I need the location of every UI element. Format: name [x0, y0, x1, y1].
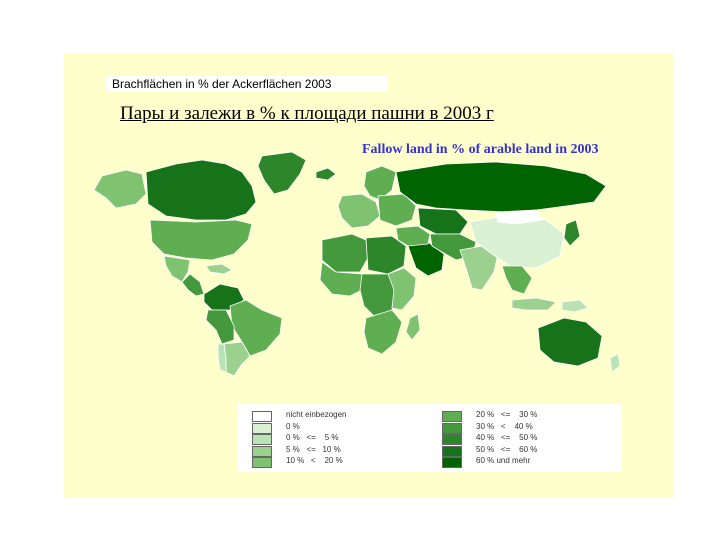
legend-swatch	[252, 434, 272, 445]
region-indonesia	[512, 298, 556, 310]
legend-label: 0 % <= 5 %	[286, 433, 339, 442]
region-japan	[564, 220, 580, 246]
legend-label: nicht einbezogen	[286, 410, 347, 419]
region-southeast-asia	[502, 266, 532, 294]
legend-swatch	[442, 446, 462, 457]
legend-swatch	[252, 423, 272, 434]
region-kazakhstan	[418, 208, 468, 234]
region-central-america	[182, 274, 204, 296]
region-caribbean	[206, 264, 232, 274]
legend-label: 0 %	[286, 421, 300, 431]
legend-swatch	[442, 434, 462, 445]
region-new-zealand	[610, 354, 620, 372]
region-western-europe	[338, 194, 380, 228]
region-north-africa-east	[366, 236, 406, 274]
legend-swatch	[442, 457, 462, 468]
legend-swatch	[252, 457, 272, 468]
region-russia	[396, 162, 606, 212]
region-chile	[218, 344, 226, 372]
legend-swatch	[442, 423, 462, 434]
region-greenland	[258, 152, 306, 194]
legend-label: 40 % <= 50 %	[476, 433, 538, 442]
region-iceland	[316, 168, 336, 180]
legend-swatch	[252, 411, 272, 422]
legend-swatch	[442, 411, 462, 422]
region-papua	[562, 300, 588, 312]
legend-swatch	[252, 446, 272, 457]
legend-label: 10 % < 20 %	[286, 456, 343, 465]
region-southern-africa	[364, 310, 402, 354]
legend-label: 50 % <= 60 %	[476, 444, 538, 454]
legend-label: 20 % <= 30 %	[476, 410, 538, 419]
russian-title: Пары и залежи в % к площади пашни в 2003 г	[120, 103, 494, 124]
map-legend	[238, 404, 622, 472]
region-alaska	[94, 170, 146, 208]
world-map	[66, 150, 626, 376]
region-peru-bolivia	[206, 310, 234, 344]
region-madagascar	[406, 314, 420, 340]
legend-label: 60 % und mehr	[476, 456, 531, 465]
legend-label: 30 % < 40 %	[476, 421, 533, 431]
region-north-africa-west	[322, 234, 368, 272]
region-canada	[146, 160, 256, 220]
german-title: Brachflächen in % der Ackerflächen 2003	[106, 76, 388, 92]
english-title: Fallow land in % of arable land in 2003	[362, 142, 599, 157]
legend-label: 5 % <= 10 %	[286, 444, 341, 454]
region-usa	[150, 220, 252, 260]
region-australia	[538, 318, 602, 366]
